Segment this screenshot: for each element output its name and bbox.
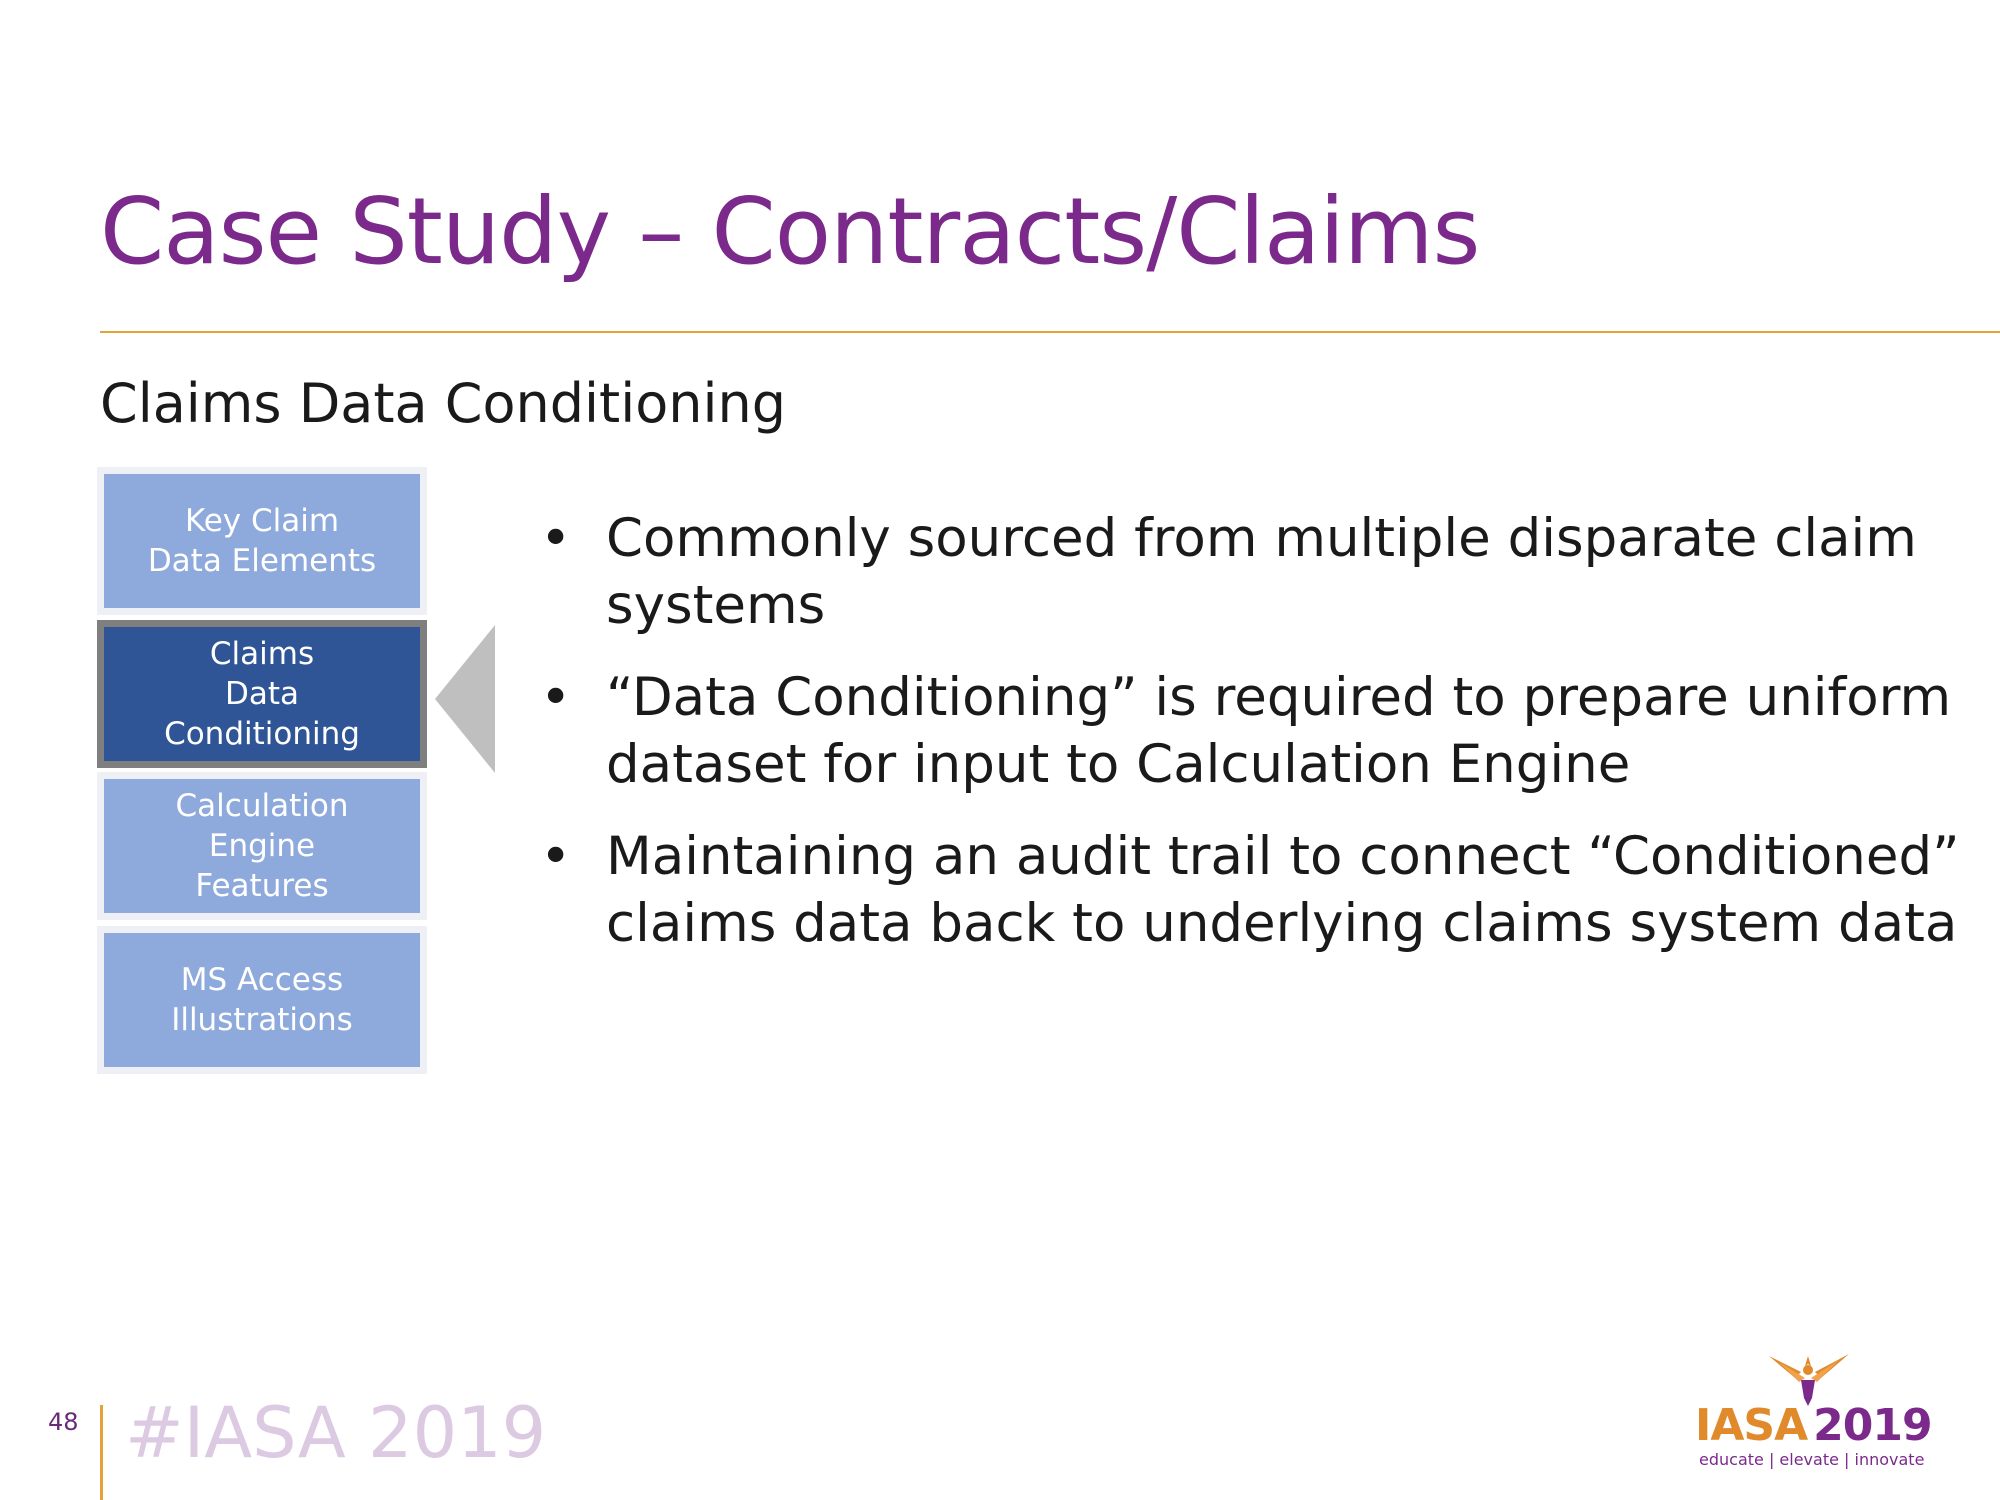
nav-item-label: MS Access	[180, 962, 344, 998]
nav-item-key-claim-data-elements[interactable]	[97, 467, 427, 615]
bullet-item	[540, 823, 1970, 957]
nav-item-label: Engine	[208, 828, 316, 864]
bullet-dot: •	[540, 667, 572, 728]
nav-item-label: Features	[195, 868, 329, 904]
logo-year: 2019	[1813, 1400, 1932, 1451]
slide-subtitle: Claims Data Conditioning	[100, 372, 786, 435]
nav-item-label: Claims	[209, 636, 315, 672]
nav-item-label: Calculation	[175, 788, 349, 824]
event-hashtag: #IASA 2019	[125, 1392, 547, 1474]
logo-tagline: educate | elevate | innovate	[1699, 1450, 1925, 1469]
nav-item-label: Conditioning	[164, 716, 360, 752]
nav-item-claims-data-conditioning[interactable]	[97, 620, 427, 768]
bullet-text: Maintaining an audit trail to connect “Conditioned” claims data back to underlying claims system data	[606, 826, 1960, 954]
bullet-item	[540, 664, 1970, 798]
logo-wordmark: IASA	[1695, 1400, 1808, 1451]
active-pointer-triangle	[435, 625, 495, 773]
nav-item-label: Key Claim	[184, 503, 340, 539]
nav-item-calculation-engine-features[interactable]	[97, 772, 427, 920]
iasa-logo	[1695, 1352, 1932, 1469]
bullet-dot: •	[540, 826, 572, 887]
bullet-text: “Data Conditioning” is required to prepare uniform dataset for input to Calculation Engine	[606, 667, 1952, 795]
footer-divider	[100, 1405, 103, 1500]
phoenix-icon	[1765, 1352, 1853, 1406]
bullet-list	[540, 505, 1970, 982]
page-number: 48	[48, 1408, 79, 1436]
slide-title: Case Study – Contracts/Claims	[100, 178, 1480, 285]
title-divider	[100, 331, 2000, 333]
nav-item-ms-access-illustrations[interactable]	[97, 926, 427, 1074]
bullet-text: Commonly sourced from multiple disparate claim systems	[606, 508, 1917, 636]
bullet-item	[540, 505, 1970, 639]
nav-item-label: Data Elements	[147, 543, 377, 579]
nav-item-label: Illustrations	[171, 1002, 353, 1038]
bullet-dot: •	[540, 508, 572, 569]
nav-item-label: Data	[224, 676, 300, 712]
